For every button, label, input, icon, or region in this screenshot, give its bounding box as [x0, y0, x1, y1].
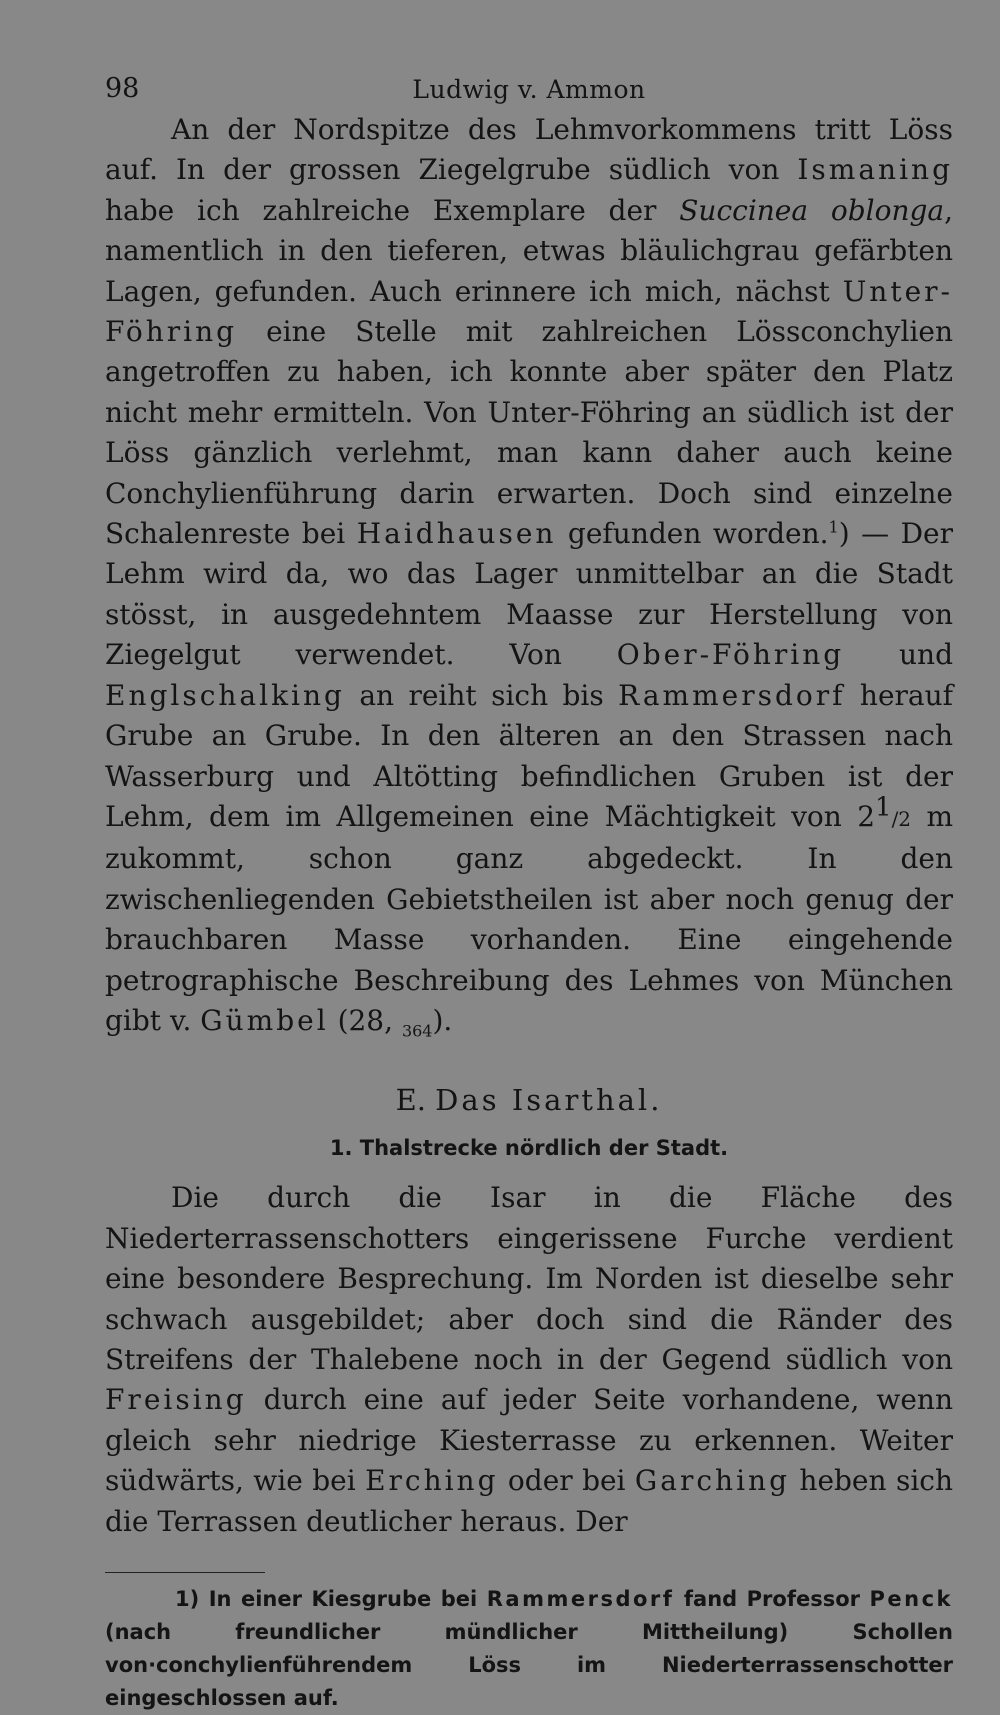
species-name: Succinea oblonga	[679, 193, 945, 227]
fraction-numerator: 1	[875, 792, 892, 823]
page-number: 98	[105, 73, 140, 104]
place-rammersdorf: Rammersdorf	[618, 678, 846, 712]
place-unter-foehring: Unter-Föhring	[105, 274, 953, 349]
text-run: und	[844, 638, 954, 672]
author-guembel: Gümbel	[200, 1003, 329, 1037]
place-rammersdorf: Rammersdorf	[486, 1587, 675, 1611]
text-run: habe ich zahlreiche Exemplare der	[105, 193, 680, 227]
place-ismaning: Ismaning	[797, 153, 953, 187]
paragraph-isarthal	[105, 1178, 953, 1542]
place-garching: Garching	[634, 1464, 790, 1498]
text-run: herauf Grube an Grube. In den älteren an den Strassen nach Wasserburg und Altötting befindlichen Gruben ist der Lehm, dem im Allgemeinen eine Mächtigkeit von 2	[105, 678, 953, 833]
citation-page: 364	[401, 1021, 433, 1041]
text-run: (nach freundlicher mündlicher Mittheilung) Schollen von·conchylienführendem Löss im Niederterrassenschotter eingeschlossen auf.	[105, 1620, 953, 1710]
text-run: durch eine auf jeder Seite vorhandene, wenn gleich sehr niedrige Kiesterrasse zu erkennen. Weiter südwärts, wie bei	[105, 1383, 953, 1498]
text-run: heben sich die Terrassen deutlicher heraus. Der	[105, 1464, 953, 1538]
place-erching: Erching	[365, 1464, 499, 1498]
text-run: fand Professor	[674, 1587, 870, 1611]
place-freising: Freising	[105, 1383, 247, 1417]
running-head: Ludwig v. Ammon	[412, 75, 646, 104]
text-run: 1) In einer Kiesgrube bei	[175, 1587, 487, 1611]
section-title: Das Isarthal.	[435, 1083, 663, 1118]
person-penck: Penck	[869, 1587, 953, 1611]
text-run: oder bei	[498, 1464, 635, 1498]
book-page	[105, 55, 953, 1715]
footnote-reference: 1	[828, 517, 839, 537]
text-run: (28,	[328, 1003, 402, 1037]
section-heading	[105, 1078, 953, 1122]
text-run: m zukommt, schon ganz abgedeckt. In den zwischenliegenden Gebietstheilen ist aber noch genug der brauchbaren Masse vorhanden. Eine eingehende petrographische Beschreibung des Lehmes von München gibt v.	[105, 799, 953, 1037]
place-haidhausen: Haidhausen	[356, 517, 557, 551]
text-run: eine Stelle mit zahlreichen Lössconchylien angetroffen zu haben, ich konnte aber später den Platz nicht mehr ermitteln. Von Unter-Föhring an südlich ist der Löss gänzlich verlehmt, man kann daher auch keine Conchylienführung darin erwarten. Doch sind einzelne Schalenreste bei	[105, 315, 953, 551]
text-run: gefunden worden.	[556, 517, 829, 551]
section-letter: E.	[395, 1083, 436, 1118]
text-run: , namentlich in den tieferen, etwas bläulichgrau gefärbten Lagen, gefunden. Auch erinnere ich mich, nächst	[105, 193, 954, 308]
subsection-heading: 1. Thalstrecke nördlich der Stadt.	[329, 1136, 729, 1161]
text-run: An der Nordspitze des Lehmvorkommens tritt Löss auf. In der grossen Ziegelgrube südlich von	[105, 113, 953, 187]
page-header	[105, 55, 953, 110]
fraction-denominator: /2	[891, 806, 912, 831]
text-run: ) — Der Lehm wird da, wo das Lager unmittelbar an die Stadt stösst, in ausgedehntem Maasse zur Herstellung von Ziegelgut verwendet. Von	[105, 517, 953, 672]
text-run: an reiht sich bis	[344, 678, 619, 712]
footnote-divider	[105, 1572, 265, 1573]
text-run: Die durch die Isar in die Fläche des Niederterrassenschotters eingerissene Furche verdient eine besondere Besprechung. Im Norden ist dieselbe sehr schwach ausgebildet; aber doch sind die Ränder des Streifens der Thalebene noch in der Gegend südlich von	[105, 1181, 953, 1376]
footnote	[105, 1583, 953, 1715]
place-ober-foehring: Ober-Föhring	[616, 638, 845, 672]
text-run: ).	[432, 1003, 453, 1037]
paragraph-loess	[105, 110, 953, 1041]
place-englschalking: Englschalking	[105, 678, 345, 712]
